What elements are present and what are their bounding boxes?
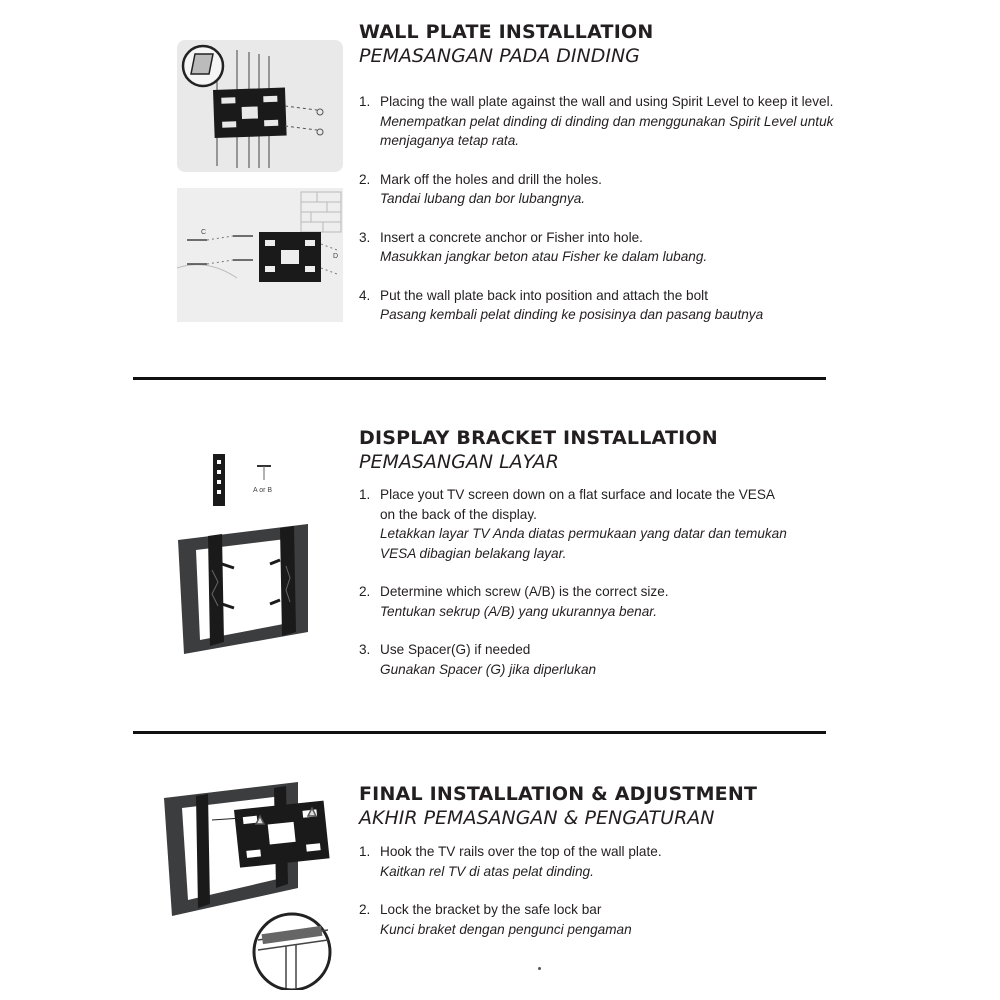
hole-label-d: D bbox=[333, 253, 339, 260]
dot-mark bbox=[538, 967, 541, 970]
step-item bbox=[359, 640, 789, 679]
step-text-en: Placing the wall plate against the wall and using Spirit Level to keep it level. bbox=[380, 94, 834, 109]
step-text-id: Kunci braket dengan pengunci pengaman bbox=[380, 921, 632, 937]
step-text-en: Use Spacer(G) if needed bbox=[380, 642, 531, 657]
step-text-en: Place yout TV screen down on a flat surface and locate the VESA on the back of the display. bbox=[380, 487, 775, 522]
display-bracket-steps bbox=[359, 485, 789, 679]
step-text-en: Insert a concrete anchor or Fisher into hole. bbox=[380, 229, 643, 245]
step-item bbox=[359, 842, 789, 881]
step-item bbox=[359, 900, 789, 939]
section-subtitle-wall-plate: PEMASANGAN PADA DINDING bbox=[359, 45, 640, 67]
step-item bbox=[359, 170, 839, 209]
step-text-id: Kaitkan rel TV di atas pelat dinding. bbox=[380, 863, 594, 879]
rail-and-screw-illustration bbox=[205, 452, 295, 510]
step-item bbox=[359, 228, 839, 267]
step-item bbox=[359, 582, 789, 621]
step-text-en: Determine which screw (A/B) is the correct size. bbox=[380, 584, 669, 599]
section-subtitle-display-bracket: PEMASANGAN LAYAR bbox=[359, 451, 560, 473]
step-text-id: Menempatkan pelat dinding di dinding dan menggunakan Spirit Level untuk menjaganya tetap rata. bbox=[380, 113, 834, 148]
step-text-en: Lock the bracket by the safe lock bar bbox=[380, 902, 602, 917]
tv-back-bracket-illustration bbox=[178, 520, 338, 660]
step-text-en: Mark off the holes and drill the holes. bbox=[380, 171, 602, 187]
step-number: 1. bbox=[359, 94, 371, 109]
step-text-id: Masukkan jangkar beton atau Fisher ke dalam lubang. bbox=[380, 249, 708, 264]
step-text-id: Gunakan Spacer (G) jika diperlukan bbox=[380, 661, 597, 677]
step-text-id: Tandai lubang dan bor lubangnya. bbox=[380, 191, 586, 206]
step-number: 1. bbox=[359, 487, 371, 502]
step-number: 4. bbox=[359, 287, 371, 303]
wall-drill-illustration bbox=[177, 188, 343, 322]
step-item bbox=[359, 92, 839, 151]
screw-label: A or B bbox=[253, 487, 273, 494]
hole-label-c: C bbox=[201, 229, 207, 236]
step-number: 2. bbox=[359, 902, 371, 917]
step-text-en: Hook the TV rails over the top of the wall plate. bbox=[380, 844, 662, 859]
step-number: 2. bbox=[359, 584, 371, 599]
step-text-id: Tentukan sekrup (A/B) yang ukurannya benar. bbox=[380, 603, 658, 619]
section-divider bbox=[133, 377, 826, 380]
section-subtitle-final-installation: AKHIR PEMASANGAN & PENGATURAN bbox=[359, 807, 715, 829]
wall-plate-level-illustration bbox=[177, 40, 343, 172]
section-divider bbox=[133, 731, 826, 734]
section-title-display-bracket: DISPLAY BRACKET INSTALLATION bbox=[359, 427, 718, 449]
section-title-wall-plate: WALL PLATE INSTALLATION bbox=[359, 21, 654, 43]
step-number: 3. bbox=[359, 229, 371, 245]
final-mount-illustration bbox=[162, 780, 342, 990]
step-item bbox=[359, 485, 789, 563]
step-number: 1. bbox=[359, 844, 371, 859]
step-text-id: Pasang kembali pelat dinding ke posisinya dan pasang bautnya bbox=[380, 307, 764, 322]
final-installation-steps bbox=[359, 842, 789, 939]
step-number: 3. bbox=[359, 642, 371, 657]
step-text-id: Letakkan layar TV Anda diatas permukaan yang datar dan temukan VESA dibagian belakang layar. bbox=[380, 526, 787, 561]
step-item bbox=[359, 286, 839, 325]
wall-plate-steps bbox=[359, 92, 839, 325]
step-text-en: Put the wall plate back into position and attach the bolt bbox=[380, 287, 708, 303]
section-title-final-installation: FINAL INSTALLATION & ADJUSTMENT bbox=[359, 783, 758, 805]
step-number: 2. bbox=[359, 171, 371, 187]
